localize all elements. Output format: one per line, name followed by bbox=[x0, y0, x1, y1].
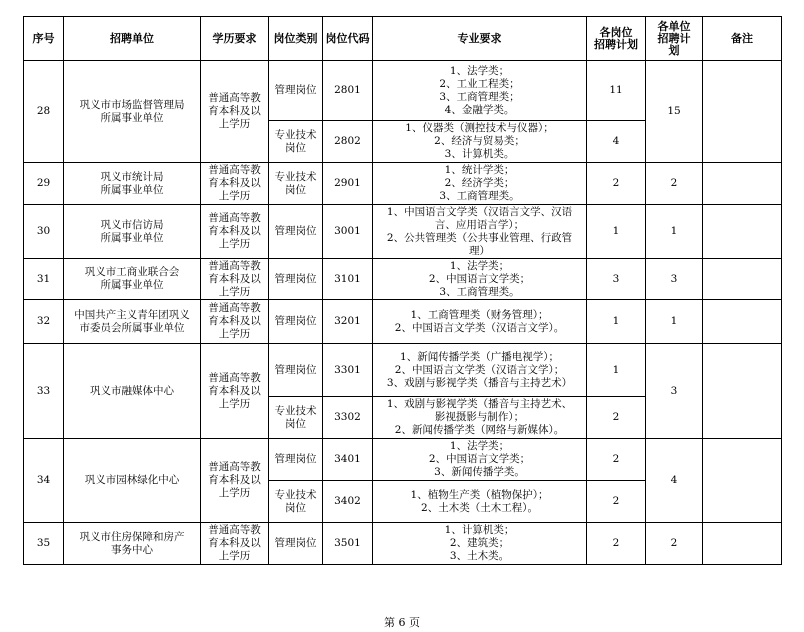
row-unit-line: 巩义市住房保障和房产 bbox=[79, 530, 185, 543]
row-remark bbox=[703, 523, 782, 565]
row-unit-plan: 2 bbox=[646, 523, 703, 565]
post-major-line: 2、公共管理类（公共事业管理、行政管 bbox=[386, 231, 573, 244]
header-unit-plan bbox=[646, 17, 703, 61]
recruitment-table bbox=[23, 16, 782, 565]
post-type bbox=[269, 344, 323, 397]
post-type-line: 专业技术 bbox=[274, 404, 317, 417]
row-unit bbox=[64, 163, 201, 205]
post-type bbox=[269, 439, 323, 481]
post-major-line: 1、法学类； bbox=[449, 440, 510, 452]
row-unit-line: 所属事业单位 bbox=[100, 231, 164, 244]
post-major bbox=[373, 523, 587, 565]
row-unit-line: 巩义市统计局 bbox=[100, 170, 164, 183]
row-edu-line: 上学历 bbox=[218, 190, 251, 202]
row-edu-line: 普通高等教 bbox=[208, 259, 261, 272]
header-plan bbox=[587, 17, 646, 61]
row-remark bbox=[703, 163, 782, 205]
post-major-line: 2、中国语言文学类（汉语言文学）； bbox=[394, 363, 565, 376]
post-type bbox=[269, 163, 323, 205]
row-remark bbox=[703, 300, 782, 344]
post-major-line: 3、工商管理类。 bbox=[439, 285, 520, 298]
post-major bbox=[373, 300, 587, 344]
table-row bbox=[24, 163, 782, 205]
post-major bbox=[373, 259, 587, 300]
post-code: 3401 bbox=[323, 439, 373, 481]
post-type bbox=[269, 481, 323, 523]
post-code: 3001 bbox=[323, 205, 373, 259]
row-unit-plan: 1 bbox=[646, 300, 703, 344]
page-number: 第 6 页 bbox=[384, 616, 420, 629]
post-major-line: 2、工业工程类； bbox=[439, 77, 520, 90]
row-unit-line: 巩义市市场监督管理局 bbox=[79, 98, 185, 111]
post-code: 3302 bbox=[323, 397, 373, 439]
row-unit bbox=[64, 205, 201, 259]
row-remark bbox=[703, 439, 782, 523]
row-edu-line: 上学历 bbox=[218, 285, 251, 298]
post-major-line: 1、中国语言文学类（汉语言文学、汉语 bbox=[386, 205, 573, 218]
post-type-line: 管理岗位 bbox=[274, 272, 317, 285]
post-code: 2801 bbox=[323, 61, 373, 121]
header-unit-plan-line: 招聘计 bbox=[657, 31, 691, 45]
row-edu bbox=[201, 205, 269, 259]
row-edu-line: 普通高等教 bbox=[208, 461, 261, 473]
post-major-line: 2、中国语言文学类； bbox=[428, 272, 531, 285]
post-type-line: 管理岗位 bbox=[274, 84, 317, 96]
post-major-line: 2、中国语言文学类（汉语言文学）。 bbox=[394, 321, 565, 334]
row-edu-line: 育本科及以 bbox=[208, 105, 261, 117]
header-code: 岗位代码 bbox=[323, 17, 373, 61]
post-code: 3402 bbox=[323, 481, 373, 523]
post-major-line: 3、工商管理类； bbox=[439, 90, 520, 103]
row-remark bbox=[703, 205, 782, 259]
row-seq: 30 bbox=[24, 205, 64, 259]
table-header-row bbox=[24, 17, 782, 61]
row-unit-line: 巩义市园林绿化中心 bbox=[84, 474, 180, 486]
post-major-line: 1、戏剧与影视学类（播音与主持艺术、 bbox=[386, 398, 573, 410]
row-seq: 31 bbox=[24, 259, 64, 300]
post-plan: 3 bbox=[587, 259, 646, 300]
post-code: 3301 bbox=[323, 344, 373, 397]
header-unit-plan-line: 划 bbox=[668, 43, 680, 57]
row-edu-line: 普通高等教 bbox=[208, 524, 261, 536]
row-remark bbox=[703, 344, 782, 439]
header-major: 专业要求 bbox=[373, 17, 587, 61]
post-major-line: 3、工商管理类。 bbox=[439, 190, 520, 202]
table-row bbox=[24, 300, 782, 344]
row-edu bbox=[201, 523, 269, 565]
post-plan: 2 bbox=[587, 397, 646, 439]
row-edu-line: 上学历 bbox=[218, 328, 251, 340]
post-type-line: 岗位 bbox=[285, 501, 306, 514]
header-remark: 备注 bbox=[703, 17, 782, 61]
row-seq: 29 bbox=[24, 163, 64, 205]
post-plan: 11 bbox=[587, 61, 646, 121]
post-type-line: 管理岗位 bbox=[274, 315, 317, 327]
post-type bbox=[269, 121, 323, 163]
row-unit-plan: 15 bbox=[646, 61, 703, 163]
row-unit-plan: 1 bbox=[646, 205, 703, 259]
row-unit-line: 所属事业单位 bbox=[100, 111, 164, 124]
header-edu: 学历要求 bbox=[201, 17, 269, 61]
row-unit-line: 所属事业单位 bbox=[100, 279, 164, 291]
table-body bbox=[24, 61, 782, 565]
post-type bbox=[269, 61, 323, 121]
row-unit-plan: 3 bbox=[646, 259, 703, 300]
row-unit-line: 巩义市信访局 bbox=[100, 218, 164, 231]
table-row bbox=[24, 259, 782, 300]
table-row bbox=[24, 523, 782, 565]
post-major-line: 1、法学类； bbox=[449, 259, 510, 272]
row-edu-line: 普通高等教 bbox=[208, 164, 261, 176]
row-unit bbox=[64, 61, 201, 163]
row-edu bbox=[201, 259, 269, 300]
row-edu-line: 普通高等教 bbox=[208, 212, 261, 224]
post-type-line: 专业技术 bbox=[274, 128, 317, 141]
post-plan: 2 bbox=[587, 439, 646, 481]
post-type-line: 管理岗位 bbox=[274, 453, 317, 465]
row-edu-line: 育本科及以 bbox=[208, 474, 261, 486]
post-major-line: 3、新闻传播学类。 bbox=[434, 466, 525, 478]
post-type bbox=[269, 259, 323, 300]
row-unit-plan: 2 bbox=[646, 163, 703, 205]
row-edu-line: 上学历 bbox=[218, 487, 251, 499]
row-edu-line: 育本科及以 bbox=[208, 315, 261, 327]
post-major bbox=[373, 397, 587, 439]
row-edu-line: 育本科及以 bbox=[208, 537, 261, 549]
row-unit-line: 巩义市融媒体中心 bbox=[90, 384, 174, 397]
post-code: 3201 bbox=[323, 300, 373, 344]
post-major-line: 1、法学类； bbox=[449, 64, 510, 77]
row-edu bbox=[201, 61, 269, 163]
post-major-line: 3、戏剧与影视学类（播音与主持艺术） bbox=[386, 376, 573, 389]
row-edu-line: 上学历 bbox=[218, 238, 251, 250]
post-major-line: 4、金融学类。 bbox=[444, 103, 515, 116]
post-major-line: 1、工商管理类（财务管理）； bbox=[410, 308, 549, 321]
post-major-line: 理） bbox=[469, 244, 490, 257]
row-remark bbox=[703, 61, 782, 163]
post-code: 3501 bbox=[323, 523, 373, 565]
row-seq: 28 bbox=[24, 61, 64, 163]
row-edu-line: 育本科及以 bbox=[208, 384, 261, 397]
row-edu bbox=[201, 439, 269, 523]
post-code: 2901 bbox=[323, 163, 373, 205]
post-plan: 4 bbox=[587, 121, 646, 163]
post-type-line: 岗位 bbox=[285, 183, 306, 196]
row-unit-line: 所属事业单位 bbox=[100, 183, 164, 196]
row-unit-plan: 3 bbox=[646, 344, 703, 439]
post-type-line: 岗位 bbox=[285, 417, 306, 430]
row-unit-plan: 4 bbox=[646, 439, 703, 523]
row-edu-line: 上学历 bbox=[218, 118, 251, 130]
row-edu-line: 育本科及以 bbox=[208, 225, 261, 237]
post-major bbox=[373, 61, 587, 121]
post-major-line: 1、仪器类（测控技术与仪器）； bbox=[405, 122, 554, 134]
row-seq: 34 bbox=[24, 439, 64, 523]
table-row bbox=[24, 439, 782, 481]
post-plan: 1 bbox=[587, 205, 646, 259]
post-plan: 1 bbox=[587, 344, 646, 397]
row-unit bbox=[64, 300, 201, 344]
post-type bbox=[269, 205, 323, 259]
row-edu bbox=[201, 300, 269, 344]
post-major bbox=[373, 344, 587, 397]
row-unit-line: 中国共产主义青年团巩义 bbox=[74, 308, 190, 321]
row-unit bbox=[64, 439, 201, 523]
row-seq: 33 bbox=[24, 344, 64, 439]
post-type-line: 专业技术 bbox=[274, 488, 317, 501]
post-code: 3101 bbox=[323, 259, 373, 300]
row-edu-line: 普通高等教 bbox=[208, 92, 261, 104]
post-major bbox=[373, 481, 587, 523]
post-plan: 2 bbox=[587, 163, 646, 205]
header-plan-line: 招聘计划 bbox=[594, 37, 638, 51]
row-unit bbox=[64, 259, 201, 300]
post-type-line: 岗位 bbox=[285, 141, 306, 154]
post-type bbox=[269, 397, 323, 439]
row-edu-line: 普通高等教 bbox=[208, 371, 261, 384]
post-type bbox=[269, 300, 323, 344]
post-code: 2802 bbox=[323, 121, 373, 163]
row-edu-line: 育本科及以 bbox=[208, 177, 261, 189]
row-remark bbox=[703, 259, 782, 300]
row-edu-line: 上学历 bbox=[218, 550, 251, 562]
post-type-line: 专业技术 bbox=[274, 170, 317, 183]
post-major bbox=[373, 439, 587, 481]
post-major-line: 2、新闻传播学类（网络与新媒体）。 bbox=[394, 424, 565, 436]
post-type-line: 管理岗位 bbox=[274, 537, 317, 549]
row-unit bbox=[64, 523, 201, 565]
post-plan: 2 bbox=[587, 481, 646, 523]
header-unit-plan-line: 各单位 bbox=[657, 19, 691, 33]
post-plan: 2 bbox=[587, 523, 646, 565]
row-edu bbox=[201, 163, 269, 205]
post-major-line: 2、建筑类； bbox=[449, 537, 510, 549]
post-major-line: 2、经济与贸易类； bbox=[434, 135, 525, 147]
post-major-line: 1、植物生产类（植物保护）； bbox=[410, 488, 549, 501]
post-major-line: 2、经济学类； bbox=[444, 177, 515, 189]
table-row bbox=[24, 344, 782, 397]
row-edu-line: 育本科及以 bbox=[208, 272, 261, 285]
row-unit-line: 市委员会所属事业单位 bbox=[79, 321, 185, 334]
post-type bbox=[269, 523, 323, 565]
table-row bbox=[24, 205, 782, 259]
post-major-line: 2、土木类（土木工程）。 bbox=[421, 501, 538, 514]
row-edu-line: 普通高等教 bbox=[208, 302, 261, 314]
row-seq: 32 bbox=[24, 300, 64, 344]
header-seq: 序号 bbox=[24, 17, 64, 61]
post-major-line: 2、中国语言文学类； bbox=[428, 453, 531, 465]
row-unit-line: 事务中心 bbox=[111, 543, 153, 556]
row-edu-line: 上学历 bbox=[218, 397, 251, 410]
post-major-line: 言、应用语言学）； bbox=[434, 218, 525, 231]
row-seq: 35 bbox=[24, 523, 64, 565]
row-unit-line: 巩义市工商业联合会 bbox=[84, 266, 180, 278]
post-major-line: 1、统计学类； bbox=[444, 164, 515, 176]
post-major-line: 3、土木类。 bbox=[449, 550, 510, 562]
header-unit: 招聘单位 bbox=[64, 17, 201, 61]
post-major-line: 1、计算机类； bbox=[444, 524, 515, 536]
post-major-line: 3、计算机类。 bbox=[444, 148, 515, 160]
row-unit bbox=[64, 344, 201, 439]
post-major bbox=[373, 205, 587, 259]
post-major bbox=[373, 163, 587, 205]
header-type: 岗位类别 bbox=[269, 17, 323, 61]
post-major-line: 1、新闻传播学类（广播电视学）； bbox=[400, 350, 559, 363]
post-major-line: 影视摄影与制作）； bbox=[434, 411, 525, 423]
table-row bbox=[24, 61, 782, 121]
header-plan-line: 各岗位 bbox=[599, 25, 633, 39]
post-plan: 1 bbox=[587, 300, 646, 344]
post-type-line: 管理岗位 bbox=[274, 363, 317, 376]
post-type-line: 管理岗位 bbox=[274, 225, 317, 237]
post-major bbox=[373, 121, 587, 163]
row-edu bbox=[201, 344, 269, 439]
